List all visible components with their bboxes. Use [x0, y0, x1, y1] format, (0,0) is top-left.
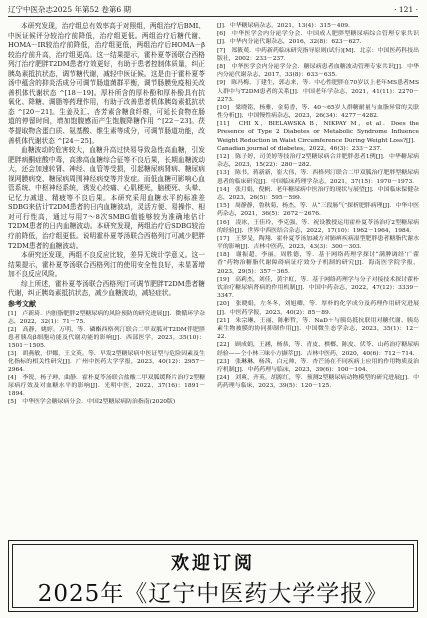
body-paragraph: 综上所述，霍朴夏苓汤联合西格列汀可调节肥胖T2DM患者糖代谢，纠正胰岛素抵抗状态，减少血糖波动，减轻症状。: [8, 279, 205, 298]
body-paragraph: 本研究发现，治疗组总有效率高于对照组，两组治疗后BMI、中医证候评分较治疗前降低，治疗组更低。两组治疗后糖代谢、HOMA－IR较治疗前降低，治疗组更低，两组治疗后HOMA－β较治疗前升高，治疗组更高。这一结果提示，霍朴夏苓汤联合西格列汀治疗肥胖T2DM患者疗效更好，有助于患者控制体质量，纠正胰岛素抵抗状态，调节糖代谢，减轻中医证候。这是由于霍朴夏苓汤中蕴含的抑炎活成分可调节肠道菌群平衡，调节肠膜免疫相关改善机体代谢状态 ^[18－19]。厚朴所含的厚朴酚和厚朴酚具有抗氧化、降糖、调脂等药理作用，有助于改善患者机体胰岛素抵抗状态 ^[20－21]。生姜及汇、杏芳素含糖食纤维，可延长食物在肠道的停留时间，增加饱腹感而产生饱腹降糖作用 ^[22－23]。茯苓提取物含蛋白质、氨基酸、维生素等成分，可调节肠道功能，改善机体代谢状态 ^[24－25]。: [8, 22, 205, 145]
reference-item: [23] 张琳琳，杨茜，白元帅，等．杏芒汤在不同疾病上应用的作用物质及治疗机制[J]．中药药理与临床，2023，39(6)：100－104．: [217, 358, 419, 373]
reference-item: [7] 郑筱萸．中药新药临床研究指导原则(试行)[M]．北京：中国医药科技出版社，2002：233－237．: [217, 47, 419, 62]
reference-item: [20] 张晓娟，左冬冬，刘旭卿，等．厚朴的化学成分及药理作用研究进展[J]．中医药学报，2023，40(2)：85－89．: [217, 301, 419, 316]
references-heading: 参考文献: [8, 299, 36, 308]
reference-item: [6] 中华医学会内分泌学分会．中国成人肥胖型糖尿病综合管理专家共识[J]．中华内分泌代谢杂志，2016，32(8)：623－627．: [217, 31, 419, 46]
reference-item: [22] 顾成娟，王涵，杨恭，等．青皮、槟榔、陈皮、伏苓、山药治疗糖尿病经验——仝小林三味小方撷萃[J]．吉林中医药，2020，40(6)：712－714．: [217, 342, 419, 357]
body-paragraph: 血糖波动的危害较大，血糖升高过快易导致急性高血糖，引发肥胖病酮症酸中毒，高渗高血糖综合征等不良后果，长期血糖波动大，还会加速转肾、神经、血管等受损，引起糖尿病肾病、糖尿病视网膜病变、糖尿病周围神经病变等并发症。而低血糖可影响心血管系统、中枢神经系统，诱发心绞痛、心肌梗死，脑梗死、头晕、记忆力减退、精疲等不良后果。本研究采用血糖水平的标准差SDBG来估计T2DM患者的日内血糖波动，灵活方便、易操作、相对可行性高，通过与用7～8次SMBG值能够较为准确地估计T2DM患者的日内血糖波动。本研究发现，两组治疗后SDBG较治疗前降低，治疗组更低。说明霍朴夏苓汤联合西格列汀可减少肥胖T2DM患者的血糖波动。: [8, 146, 205, 250]
body-paragraph: 本研究还发现，两组不良反应比较，差异无统计学意义。这一结果提示，霍朴夏苓汤联合西格列汀的使用安全性良好，未显著增加不良反应风险。: [8, 251, 205, 279]
left-column: [8, 22, 205, 406]
reference-item: [13] 陈书，蒋新新，崔大伟，等．西格列汀联合二甲双胍治疗肥胖型糖尿病患者的临床研究[J]．中国临床药理学杂志，2021，37(15)：1970－1973．: [217, 170, 419, 185]
page-number: · 121 ·: [394, 5, 418, 14]
reference-item: [1] 卢新琦．内脏脂肥胖2型糖尿病的风险预防的研究进展[J]．微循环学杂志，2022，32(1)：71－75．: [8, 310, 205, 325]
reference-item: [12] 陈子婷，司美婷等技治疗2型糖尿病合并肥胖患者1例[J]．中华糖尿病杂志，2023，15(22)：280－282．: [217, 154, 419, 169]
reference-item: [10] 梁晓铭，杨雅，金菊香，等．40～65岁人群糖耐量与血脂异常的关联性分析[J]．中国慢性病杂志，2023，26(34)：4277－4282．: [217, 104, 419, 120]
reference-item: [17] 王梦旻，陶翔．霍朴夏苓汤加减方对肺痹疾病湿型肥胖患者糖脂代谢水平的影响[J]．吉林中医药，2023，43(3)：300－303．: [217, 235, 419, 251]
reference-item: [9] 陈冯梅，丁建生，郭志来，等．中心性肥胖在70岁以上老年MS患者MS人群中与T2DM患者的关系[J]．中国老年学杂志，2021，41(11)：2270－2273．: [217, 80, 419, 103]
reference-item: [24] 刘爽，齐英，胡源红，等．预测2型糖尿病动物模型的研究进展[J]．中药药理与临床，2023，39(5)：120－125．: [217, 375, 419, 390]
reference-item: [J]．中华糖尿病杂志，2021，13(4)：315－409．: [217, 23, 354, 29]
subscription-banner: [8, 540, 418, 612]
right-column: [217, 22, 419, 390]
reference-item: [8] 中华医学会内分泌学分会．糖尿病患者血糖波动管理专家共识[J]．中华内分泌代谢杂志，2017，33(8)：633－635．: [217, 63, 419, 79]
reference-item: [21] 朱宗琳，王丽，陈彬哲，等．NaD＋与胰岛抵抗联用对糖代谢、胰岛素生物被膜的协同抑制作用[J]．中国微生态学杂志，2023，35(1)：12－22．: [217, 317, 419, 341]
reference-item: [2] 高静，姚婷，万明，等．磷酯西格列汀联合二甲双胍对T2DM伴肥胖患者胰岛β细胞功能及代谢功能的影响[J]．西部医学，2023，35(10)：1501－1505．: [8, 326, 205, 350]
reference-item: [15] 周静静，鲁秋菊，杨杰，等．从“三段肠气”探析肥胖病理[J]．中华中医药杂志，2021，36(5)：2672－2676．: [217, 203, 419, 218]
reference-list: [8, 310, 205, 407]
reference-item: [11] CHI X，BIELAWSKA B，NIKPAY M，et al．Does the Presence of Type 2 Diabetes or Metabolic Syndrome Influence Weight Reduction in Waist Circumference During Weight Loss?[J]．Canadian journal of diabetes，2022，46(3)：233－237．: [217, 121, 419, 152]
running-header: [8, 4, 418, 17]
banner-inner-frame: [12, 544, 414, 608]
reference-item: [18] 谢振超，李丽，周胜德，等．基于网络药理学探讨“满脾调经‘广藿香”药物治糖脂代谢障碍病证疗效分子机制的研究[J]．海南医学院学报，2023，29(5)：357－365．: [217, 252, 419, 275]
reference-item: [19] 高莉杰，刘佳，黄宇虹，等．基于网络药理学与分子对接技术探讨藿朴饮治疗糖尿病肾病的作用机制[J]．中国中药杂志，2022，47(12)：3339－3347．: [217, 276, 419, 300]
reference-item: [4] 李锐，杨子珅，曲静．霍朴夏苓汤联合盐酸二甲双胍缓释片治疗2型糖尿病疗效及对血糖水平的影响[J]．光明中医，2022，37(16)：1891－1894．: [8, 375, 205, 398]
reference-item: [5] 中华医学会糖尿病分会．中国2型糖尿病防治指南(2020版): [8, 399, 176, 406]
journal-issue-label: 辽宁中医杂志2025 年第52 卷第6 期: [8, 5, 132, 14]
reference-item: [3] 胡燕敏，伊娜，王文英，等．早发2型糖尿病中医证型与危险因素及生化指标的相关性研究[J]．广州中医药大学学报，2023，40(12)：2957－2964．: [8, 351, 205, 374]
reference-item: [14] 张月娟，倪帆．老年糖尿病中医治疗的现状与展望[J]．中国临床保健杂志，2023，26(5)：595－599．: [217, 186, 419, 201]
banner-welcome-text: 欢迎订阅: [171, 553, 255, 574]
banner-journal-title: 2025年《辽宁中医药大学学报》: [37, 581, 389, 607]
reference-item: [16] 凌冰，王佳玲，李克强，等．祝设教授运用霍朴夏苓汤治疗2型糖尿病的经验[J]．世界中西医结合杂志，2022，17(10)：1962－1964，1984．: [217, 219, 419, 234]
